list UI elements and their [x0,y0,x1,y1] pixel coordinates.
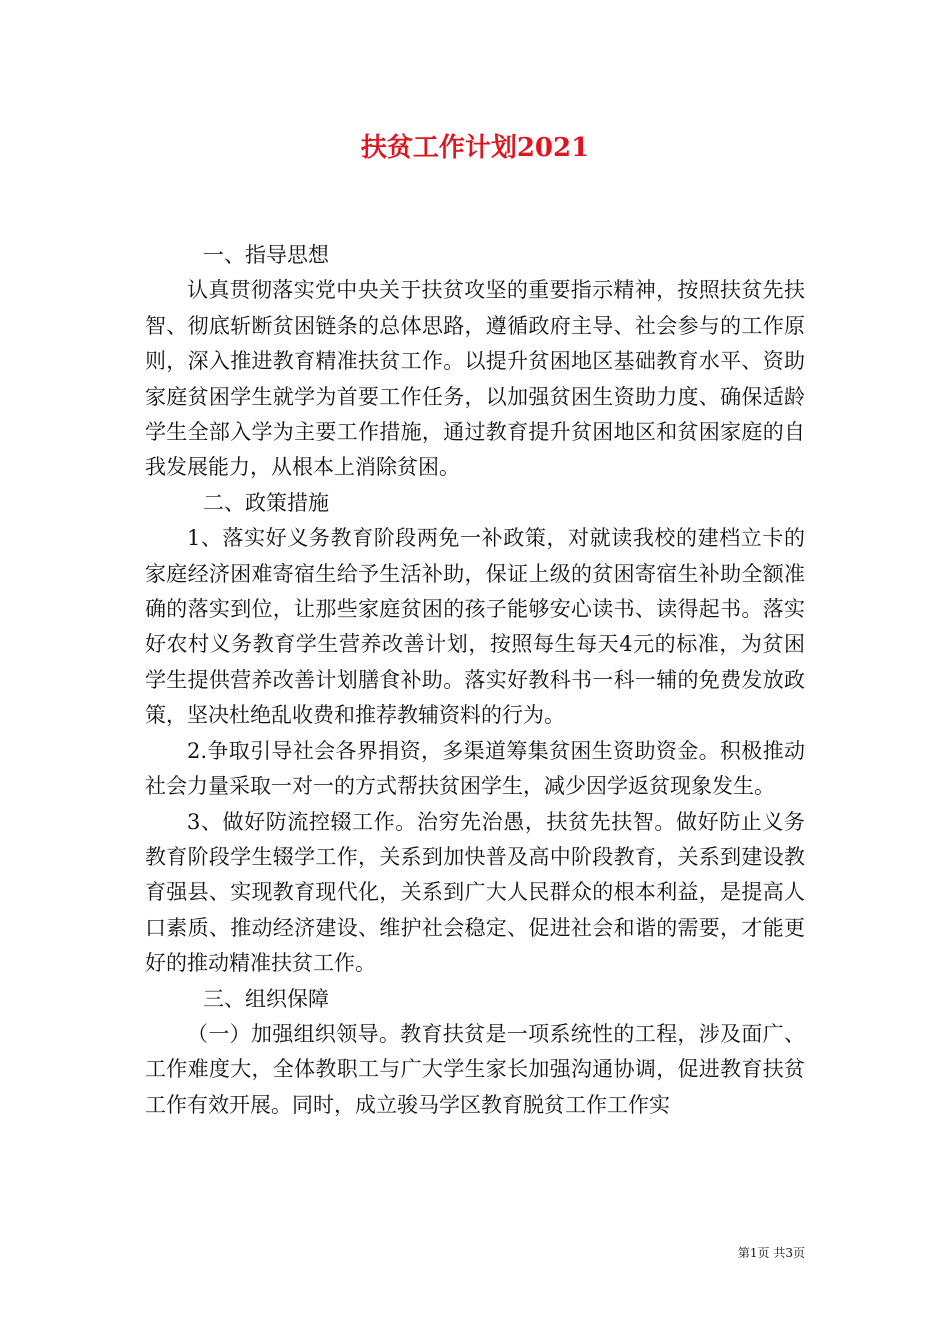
page-total: 3 [785,1246,793,1260]
paragraph-policy-1: 1、落实好义务教育阶段两免一补政策，对就读我校的建档立卡的家庭经济困难寄宿生给予生活补助，保证上级的贫困寄宿生补助全额准确的落实到位，让那些家庭贫困的孩子能够安心读书、读得起书。落实好农村义务教育学生营养改善计划，按照每生每天4元的标准，为贫困学生提供营养改善计划膳食补助。落实好教科书一科一辅的免费发放政策，坚决杜绝乱收费和推荐教辅资料的行为。 [145,526,805,728]
page-label-mid: 页 共 [757,1246,786,1260]
page-current: 1 [749,1246,758,1260]
document-title: 扶贫工作计划2021 [360,133,590,163]
section-heading-guiding-thought: 一、指导思想 [203,243,329,267]
paragraph-guiding-thought: 认真贯彻落实党中央关于扶贫攻坚的重要指示精神，按照扶贫先扶智、彻底斩断贫困链条的总体思路，遵循政府主导、社会参与的工作原则，深入推进教育精准扶贫工作。以提升贫困地区基础教育水平、资助家庭贫困学生就学为首要工作任务，以加强贫困生资助力度、确保适龄学生全部入学为主要工作措施，通过教育提升贫困地区和贫困家庭的自我发展能力，从根本上消除贫困。 [145,278,805,480]
page-number [738,1245,805,1261]
page-label-suffix: 页 [792,1246,805,1260]
section-heading-organization: 三、组织保障 [203,986,329,1011]
paragraph-policy-2: 2.争取引导社会各界捐资，多渠道筹集贫困生资助资金。积极推动社会力量采取一对一的方式帮扶贫困学生，减少因学返贫现象发生。 [145,738,805,799]
paragraph-organization-1: （一）加强组织领导。教育扶贫是一项系统性的工程，涉及面广、工作难度大，全体教职工与广大学生家长加强沟通协调，促进教育扶贫工作有效开展。同时，成立骏马学区教育脱贫工作工作实 [145,1021,805,1117]
paragraph-policy-3: 3、做好防流控辍工作。治穷先治愚，扶贫先扶智。做好防止义务教育阶段学生辍学工作，关系到加快普及高中阶段教育，关系到建设教育强县、实现教育现代化，关系到广大人民群众的根本利益，是提高人口素质、推动经济建设、维护社会稳定、促进社会和谐的需要，才能更好的推动精准扶贫工作。 [145,809,805,976]
section-heading-policy-measures: 二、政策措施 [203,490,329,515]
page-label-prefix: 第 [737,1246,750,1260]
document-body [145,238,805,1123]
